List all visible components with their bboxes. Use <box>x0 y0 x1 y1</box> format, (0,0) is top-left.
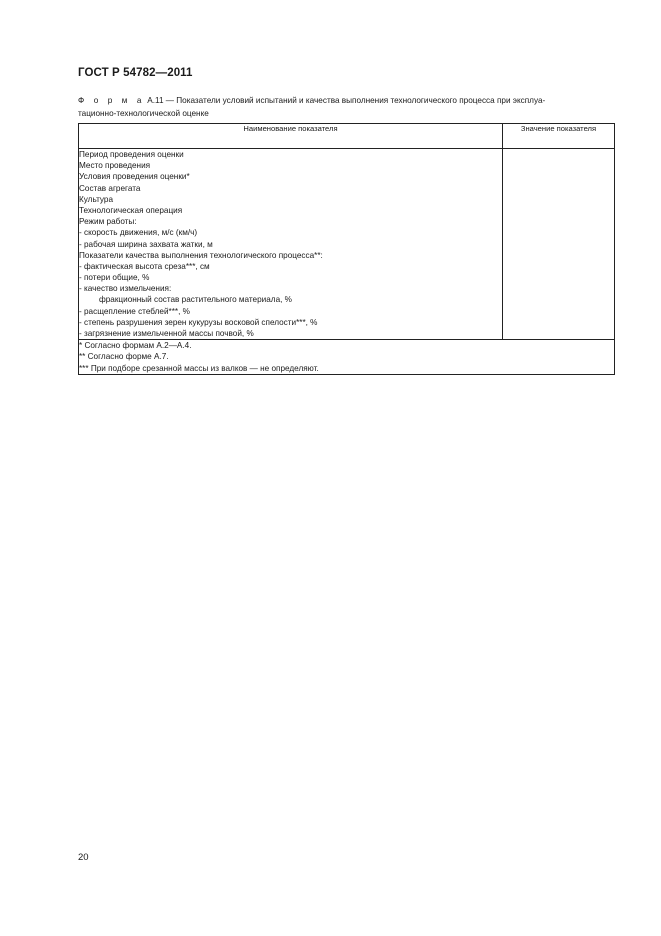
list-item: Место проведения <box>79 161 151 171</box>
list-item: Показатели качества выполнения технологического процесса**: <box>79 250 323 260</box>
list-item: Технологическая операция <box>79 205 183 215</box>
indicator-value-cell <box>503 149 615 340</box>
list-item: - скорость движения, м/с (км/ч) <box>79 228 198 238</box>
table-body-row <box>79 149 615 340</box>
form-title-continued: тационно-технологической оценке <box>78 108 209 118</box>
list-item: Период проведения оценки <box>79 150 184 159</box>
form-title: А.11 — Показатели условий испытаний и качества выполнения технологического процесса при эксплуа- <box>145 96 546 105</box>
list-item: - расщепление стеблей***, % <box>79 306 190 316</box>
column-header-indicator-value: Значение показателя <box>503 124 615 149</box>
document-header: ГОСТ Р 54782—2011 <box>78 67 193 79</box>
page-number: 20 <box>78 852 89 863</box>
footnotes <box>79 340 615 375</box>
list-item: - качество измельчения: <box>79 284 172 294</box>
list-item: - рабочая ширина захвата жатки, м <box>79 239 213 249</box>
indicator-list <box>79 149 503 340</box>
list-item: Культура <box>79 194 114 204</box>
form-label: Ф о р м а <box>78 96 146 105</box>
indicators-table <box>78 123 615 375</box>
footnote: * Согласно формам А.2—А.4. <box>79 341 192 351</box>
list-item: - потери общие, % <box>79 273 150 283</box>
form-caption <box>78 95 618 120</box>
list-item: - степень разрушения зерен кукурузы восковой спелости***, % <box>79 317 318 327</box>
footnote: ** Согласно форме А.7. <box>79 352 169 362</box>
table-notes-row <box>79 340 615 375</box>
list-item: - загрязнение измельченной массы почвой, % <box>79 329 254 338</box>
list-item: Режим работы: <box>79 217 137 227</box>
list-item: - фактическая высота среза***, см <box>79 261 210 271</box>
table-header-row <box>79 124 615 149</box>
list-item: фракционный состав растительного материала, % <box>99 295 292 305</box>
list-item: Состав агрегата <box>79 183 141 193</box>
list-item: Условия проведения оценки* <box>79 172 190 182</box>
column-header-indicator-name: Наименование показателя <box>79 124 503 149</box>
footnote: *** При подборе срезанной массы из валков — не определяют. <box>79 363 319 373</box>
